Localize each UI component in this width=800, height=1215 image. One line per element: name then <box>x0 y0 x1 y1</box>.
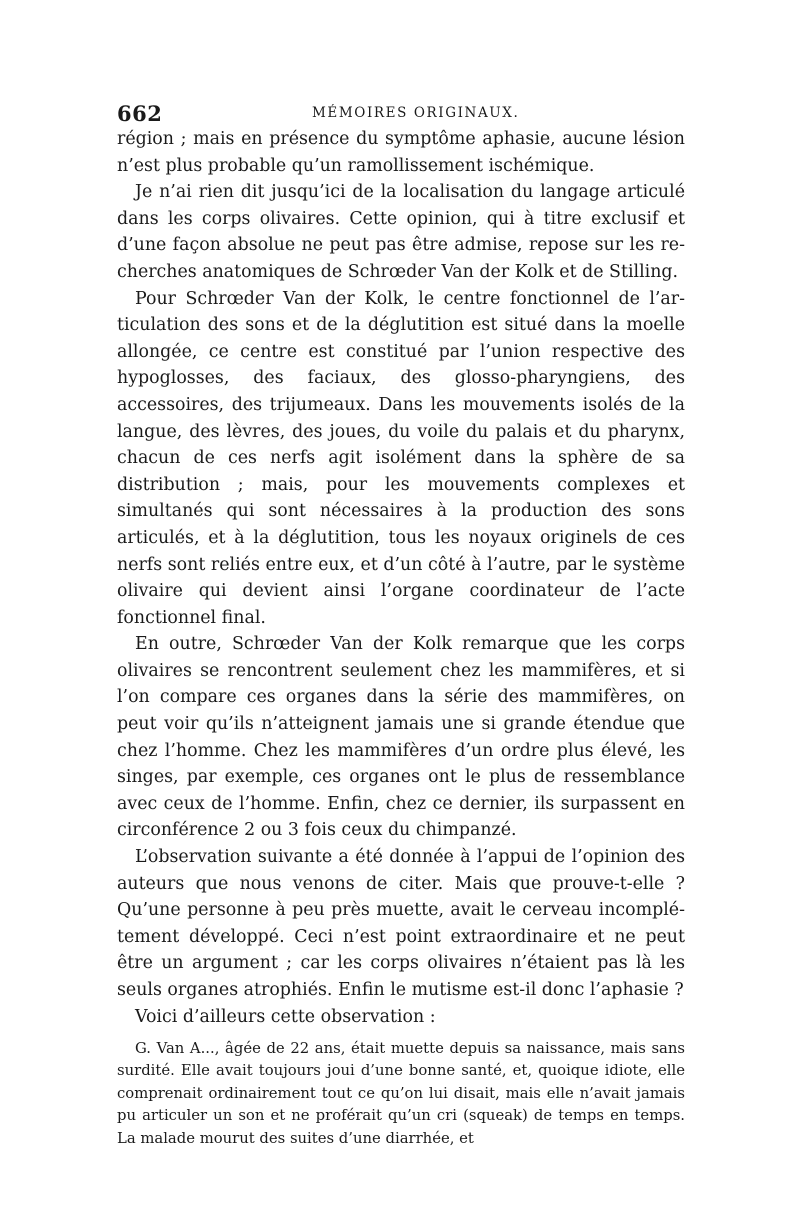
case-report-text: G. Van A..., âgée de 22 ans, était muette depuis sa naissance, mais sans surdité. Elle avait toujours joui d’une bonne santé, et, quoique idiote, elle comprenait ordinairement tout ce qu’on lui disait, mais elle n’avait jamais pu articuler un son et ne proférait qu’un cri (squeak) de temps en temps. La malade mourut des suites d’une diarrhée, et <box>117 1040 685 1147</box>
running-title: MÉMOIRES ORIGINAUX. <box>312 105 520 121</box>
paragraph-localisation: Je n’ai rien dit jusqu’ici de la localisation du langage articulé dans les corps olivaires. Cette opinion, qui à titre exclusif et d’une façon absolue ne peut pas être admise, repose sur les recherches anatomiques de Schrœder Van der Kolk et de Stilling. <box>117 182 685 282</box>
paragraph-observation: L’observation suivante a été donnée à l’appui de l’opinion des auteurs que nous venons de citer. Mais que prouve-t-elle ? Qu’une personne à peu près muette, avait le cerveau incomplétement développé. Ceci n’est point extraordinaire et ne peut être un argument ; car les corps olivaires n’étaient pas là les seuls organes atrophiés. Enfin le mutisme est-il donc l’aphasie ? <box>117 847 685 1000</box>
paragraph-mammals: En outre, Schrœder Van der Kolk remarque que les corps olivaires se rencontrent seulement chez les mammifères, et si l’on compare ces organes dans la série des mammifères, on peut voir qu’ils n’atteignent jamais une si grande étendue que chez l’homme. Chez les mammifères d’un ordre plus élevé, les singes, par exemple, ces organes ont le plus de ressemblance avec ceux de l’homme. Enfin, chez ce dernier, ils surpassent en circonférence 2 ou 3 fois ceux du chimpanzé. <box>117 634 685 841</box>
case-report <box>117 1038 685 1150</box>
page-header <box>117 101 685 125</box>
page-number: 662 <box>117 101 163 126</box>
body-text <box>117 126 685 1030</box>
paragraph-continuation: région ; mais en présence du symptôme aphasie, aucune lésion n’est plus probable qu’un ramollissement ischémique. <box>117 129 685 176</box>
paragraph-intro-observation: Voici d’ailleurs cette observation : <box>135 1006 436 1027</box>
paragraph-schroeder-center: Pour Schrœder Van der Kolk, le centre fonctionnel de l’articulation des sons et de la déglutition est situé dans la moelle allongée, ce centre est constitué par l’union respective des hypoglosses, des faciaux, des glosso-pharyngiens, des accessoires, des trijumeaux. Dans les mouvements isolés de la langue, des lèvres, des joues, du voile du palais et du pharynx, chacun de ces nerfs agit isolément dans la sphère de sa distribution ; mais, pour les mouvements complexes et simultanés qui sont nécessaires à la production des sons articulés, et à la déglutition, tous les noyaux originels de ces nerfs sont reliés entre eux, et d’un côté à l’autre, par le système olivaire qui devient ainsi l’organe coordinateur de l’acte fonctionnel final. <box>117 288 685 628</box>
